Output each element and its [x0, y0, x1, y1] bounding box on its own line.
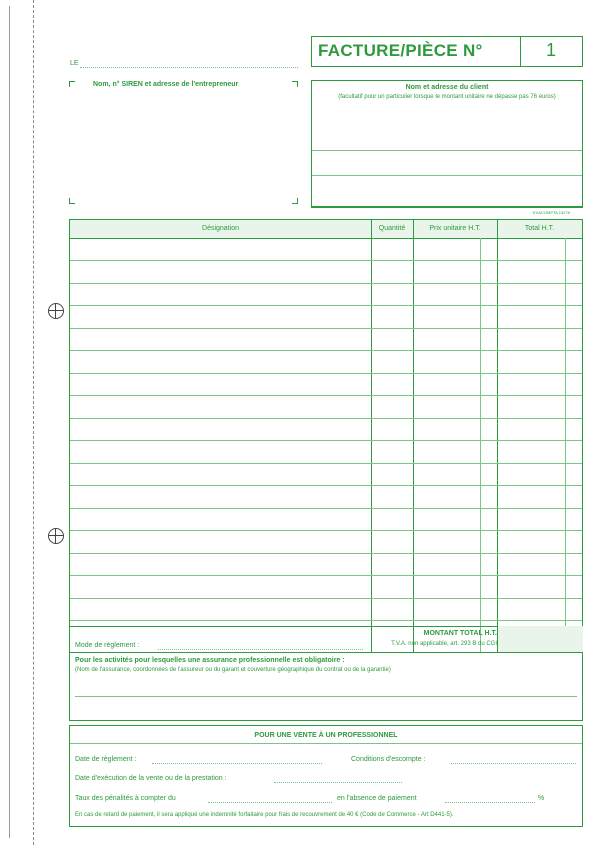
payment-mode-field[interactable] — [158, 649, 363, 650]
table-row[interactable] — [70, 283, 582, 284]
tva-note: T.V.A. non applicable, art. 293 B du CGI — [391, 641, 497, 647]
table-row[interactable] — [70, 553, 582, 554]
table-row[interactable] — [70, 440, 582, 441]
table-header — [70, 220, 582, 239]
table-row[interactable] — [70, 418, 582, 419]
binder-hole-icon — [48, 303, 64, 319]
entrepreneur-label: Nom, n° SIREN et adresse de l'entrepreneur — [93, 81, 239, 88]
penalty-label: Taux des pénalités à compter du — [75, 795, 176, 802]
late-notice: En cas de retard de paiement, il sera appliqué une indemnité forfaitaire pour frais de recouvrement de 40 € (Code de Commerce - Art D441-5). — [75, 812, 454, 818]
pro-title: POUR UNE VENTE À UN PROFESSIONNEL — [254, 732, 398, 739]
date-field[interactable] — [80, 67, 298, 68]
percent-sign: % — [538, 795, 545, 802]
insurance-note: (Nom de l'assurance, coordonnées de l'assureur ou du garant et couverture géographique du contrat ou de la garantie) — [75, 667, 391, 673]
date-label: LE — [70, 60, 79, 67]
col-quantity: Quantité — [378, 225, 406, 232]
invoice-number[interactable]: 1 — [545, 40, 556, 60]
col-total: Total H.T. — [524, 225, 555, 232]
pro-section — [69, 725, 583, 827]
payment-date-field[interactable] — [152, 763, 322, 764]
reference-code: EXACOMPTA 13278 — [533, 210, 570, 215]
corner-mark — [292, 198, 298, 204]
client-box[interactable] — [311, 80, 583, 208]
discount-label: Conditions d'escompte : — [351, 756, 426, 763]
total-label: MONTANT TOTAL H.T. — [423, 630, 497, 637]
table-row[interactable] — [70, 395, 582, 396]
corner-mark — [69, 81, 75, 87]
insurance-title: Pour les activités pour lesquelles une assurance professionnelle est obligatoire : — [75, 657, 345, 664]
absence-label: en l'absence de paiement — [337, 795, 417, 802]
corner-mark — [69, 198, 75, 204]
corner-mark — [292, 81, 298, 87]
col-designation: Désignation — [202, 225, 239, 232]
col-unit-price: Prix unitaire H.T. — [429, 225, 481, 232]
table-row[interactable] — [70, 305, 582, 306]
invoice-title-box — [311, 36, 583, 67]
discount-field[interactable] — [451, 763, 576, 764]
table-row[interactable] — [70, 598, 582, 599]
binder-hole-icon — [48, 528, 64, 544]
table-row[interactable] — [70, 260, 582, 261]
table-row[interactable] — [70, 373, 582, 374]
table-row[interactable] — [70, 463, 582, 464]
table-row[interactable] — [70, 508, 582, 509]
client-subtitle: (facultatif pour un particulier lorsque le montant unitaire ne dépasse pas 76 euros) — [338, 94, 556, 100]
table-row[interactable] — [70, 350, 582, 351]
payment-date-label: Date de règlement : — [75, 756, 137, 763]
execution-date-field[interactable] — [274, 782, 402, 783]
table-row[interactable] — [70, 485, 582, 486]
invoice-table — [69, 219, 583, 721]
execution-date-label: Date d'exécution de la vente ou de la prestation : — [75, 775, 227, 782]
total-amount-field[interactable] — [497, 626, 583, 652]
table-row[interactable] — [70, 328, 582, 329]
penalty-rate-field[interactable] — [445, 802, 535, 803]
table-row[interactable] — [70, 620, 582, 621]
sheet-left-edge — [9, 6, 10, 838]
payment-mode-label: Mode de règlement : — [75, 642, 140, 649]
invoice-title: FACTURE/PIÈCE N° — [318, 41, 483, 60]
perforation-line — [33, 0, 34, 845]
client-title: Nom et adresse du client — [405, 84, 489, 91]
table-row[interactable] — [70, 530, 582, 531]
penalty-date-field[interactable] — [208, 802, 332, 803]
table-row[interactable] — [70, 575, 582, 576]
